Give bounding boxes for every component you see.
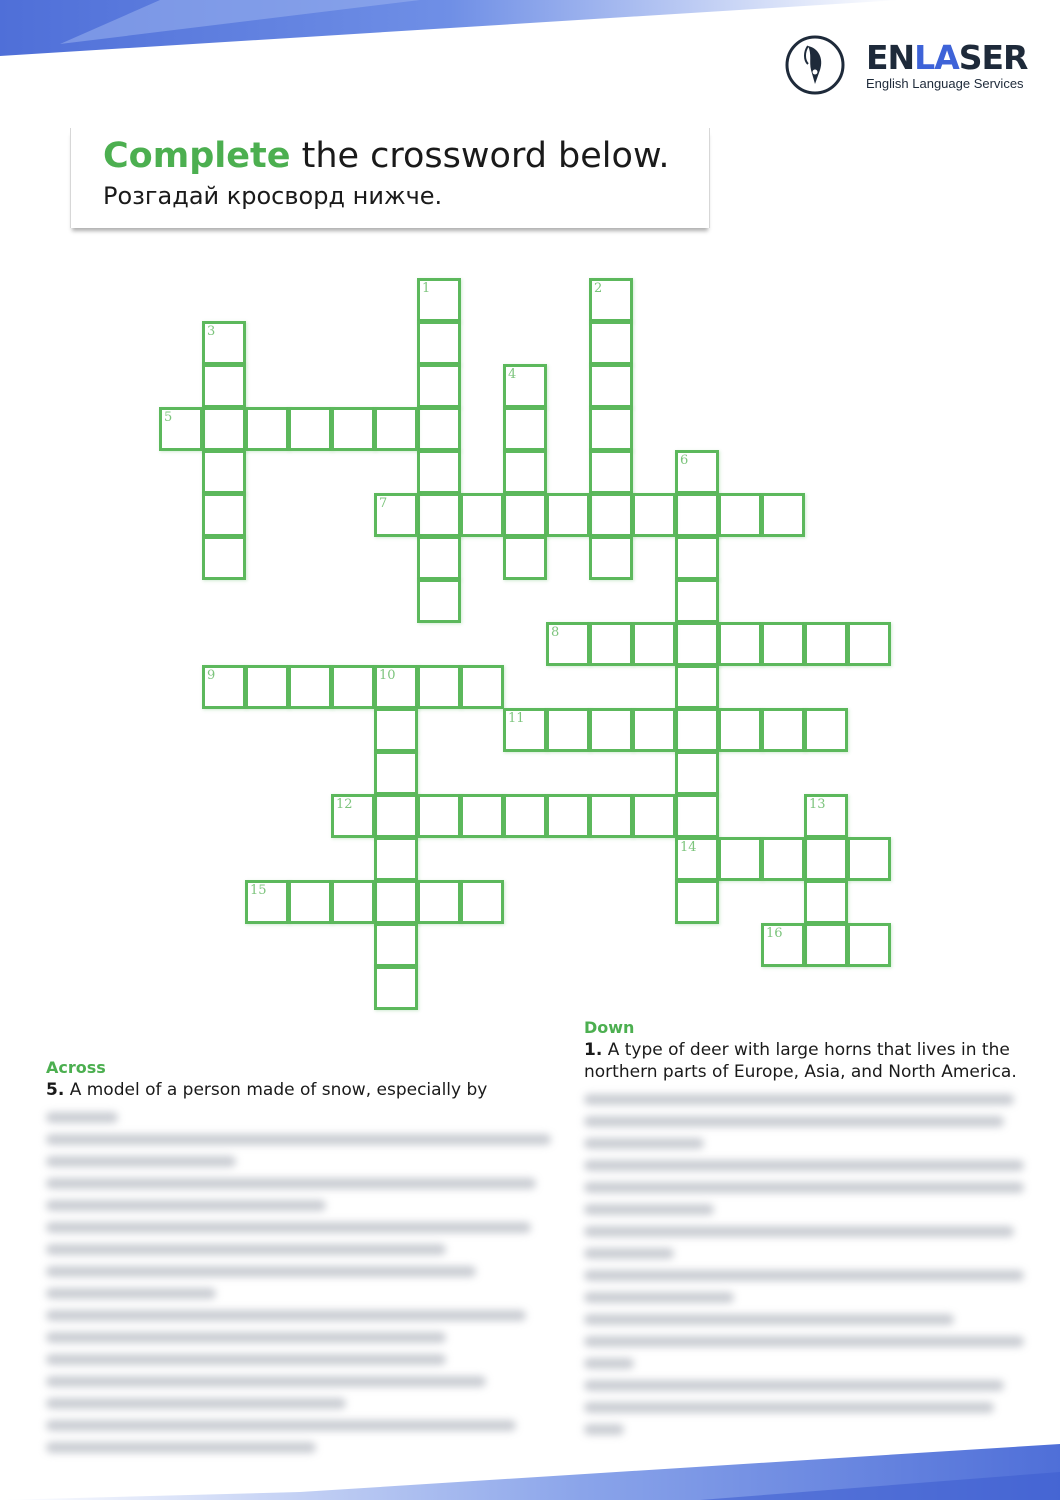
crossword-cell[interactable]: [847, 923, 891, 967]
crossword-cell[interactable]: [847, 622, 891, 666]
crossword-cell[interactable]: [675, 880, 719, 924]
crossword-cell[interactable]: [589, 794, 633, 838]
clue-number: 9: [207, 668, 216, 683]
crossword-cell[interactable]: [589, 493, 633, 537]
crossword-cell[interactable]: [374, 837, 418, 881]
crossword-cell[interactable]: [804, 794, 848, 838]
crossword-cell[interactable]: [718, 708, 762, 752]
crossword-cell[interactable]: [804, 622, 848, 666]
clue-number: 10: [379, 668, 396, 683]
crossword-cell[interactable]: [589, 536, 633, 580]
crossword-cell[interactable]: [546, 708, 590, 752]
crossword-cell[interactable]: [589, 450, 633, 494]
crossword-cell[interactable]: [374, 880, 418, 924]
crossword-cell[interactable]: [374, 923, 418, 967]
crossword-cell[interactable]: [589, 708, 633, 752]
crossword-cell[interactable]: [804, 708, 848, 752]
clue-number: 15: [250, 883, 267, 898]
clue-number: 7: [379, 496, 388, 511]
crossword-cell[interactable]: [589, 364, 633, 408]
crossword-cell[interactable]: [546, 493, 590, 537]
crossword-cell[interactable]: [202, 364, 246, 408]
crossword-cell[interactable]: [202, 321, 246, 365]
crossword-cell[interactable]: [503, 364, 547, 408]
crossword-cell[interactable]: [417, 536, 461, 580]
crossword-cell[interactable]: [546, 622, 590, 666]
crossword-cell[interactable]: [546, 794, 590, 838]
crossword-cell[interactable]: [374, 493, 418, 537]
crossword-cell[interactable]: [159, 407, 203, 451]
crossword-cell[interactable]: [331, 794, 375, 838]
crossword-cell[interactable]: [632, 493, 676, 537]
crossword-cell[interactable]: [503, 794, 547, 838]
crossword-cell[interactable]: [245, 407, 289, 451]
crossword-cell[interactable]: [675, 579, 719, 623]
crossword-cell[interactable]: [374, 794, 418, 838]
crossword-cell[interactable]: [503, 536, 547, 580]
crossword-cell[interactable]: [761, 708, 805, 752]
crossword-cell[interactable]: [503, 407, 547, 451]
clue-number: 16: [766, 926, 783, 941]
page-subtitle: Розгадай кросворд нижче.: [103, 182, 443, 210]
crossword-cell[interactable]: [288, 880, 332, 924]
crossword-cell[interactable]: [417, 407, 461, 451]
clue-number: 14: [680, 840, 697, 855]
crossword-cell[interactable]: [202, 536, 246, 580]
crossword-cell[interactable]: [675, 708, 719, 752]
crossword-cell[interactable]: [632, 794, 676, 838]
crossword-cell[interactable]: [417, 364, 461, 408]
crossword-cell[interactable]: [417, 794, 461, 838]
crossword-cell[interactable]: [761, 923, 805, 967]
clue-across-5: 5. A model of a person made of snow, especially by: [46, 1080, 488, 1100]
crossword-cell[interactable]: [675, 493, 719, 537]
crossword-cell[interactable]: [460, 880, 504, 924]
crossword-cell[interactable]: [202, 493, 246, 537]
crossword-cell[interactable]: [460, 665, 504, 709]
clue-number: 3: [207, 324, 216, 339]
crossword-cell[interactable]: [374, 665, 418, 709]
crossword-cell[interactable]: [374, 407, 418, 451]
title-highlight: Complete: [103, 136, 291, 176]
crossword-cell[interactable]: [417, 321, 461, 365]
crossword-cell[interactable]: [417, 493, 461, 537]
clue-number: 1: [422, 281, 431, 296]
crossword-cell[interactable]: [374, 751, 418, 795]
brand-name: ENLASER: [866, 38, 1028, 77]
crossword-cell[interactable]: [503, 708, 547, 752]
crossword-cell[interactable]: [202, 450, 246, 494]
clue-number: 13: [809, 797, 826, 812]
crossword-cell[interactable]: [718, 837, 762, 881]
clue-number: 4: [508, 367, 517, 382]
crossword-cell[interactable]: [417, 450, 461, 494]
crossword-cell[interactable]: [804, 923, 848, 967]
crossword-cell[interactable]: [245, 665, 289, 709]
across-heading: Across: [46, 1058, 106, 1077]
crossword-cell[interactable]: [288, 407, 332, 451]
hidden-across-clues: [46, 1112, 566, 1453]
crossword-cell[interactable]: [589, 321, 633, 365]
crossword-cell[interactable]: [761, 622, 805, 666]
crossword-cell[interactable]: [589, 278, 633, 322]
clue-number: 2: [594, 281, 603, 296]
crossword-cell[interactable]: [804, 837, 848, 881]
across-clues: [46, 1058, 566, 1464]
clue-number: 8: [551, 625, 560, 640]
crossword-cell[interactable]: [331, 407, 375, 451]
brand-tagline: English Language Services: [866, 76, 1024, 91]
crossword-cell[interactable]: [847, 837, 891, 881]
crossword-cell[interactable]: [804, 880, 848, 924]
crossword-cell[interactable]: [718, 622, 762, 666]
crossword-cell[interactable]: [288, 665, 332, 709]
clue-number: 5: [164, 410, 173, 425]
crossword-cell[interactable]: [460, 493, 504, 537]
crossword-cell[interactable]: [632, 708, 676, 752]
crossword-cell[interactable]: [331, 880, 375, 924]
crossword-cell[interactable]: [417, 665, 461, 709]
footer-decoration: [0, 1420, 1060, 1500]
crossword-cell[interactable]: [718, 493, 762, 537]
crossword-cell[interactable]: [202, 665, 246, 709]
crossword-cell[interactable]: [675, 837, 719, 881]
crossword-cell[interactable]: [675, 536, 719, 580]
clue-number: 11: [508, 711, 525, 726]
title-rest: the crossword below.: [290, 136, 670, 176]
crossword-cell[interactable]: [417, 278, 461, 322]
crossword-cell[interactable]: [675, 622, 719, 666]
crossword-cell[interactable]: [245, 880, 289, 924]
hidden-down-clues: [584, 1094, 1034, 1435]
down-clues: [584, 1018, 1034, 1446]
crossword-cell[interactable]: [374, 708, 418, 752]
clue-number: 6: [680, 453, 689, 468]
crossword-cell[interactable]: [503, 493, 547, 537]
crossword-cell[interactable]: [331, 665, 375, 709]
crossword-cell[interactable]: [675, 665, 719, 709]
clue-number: 12: [336, 797, 353, 812]
clue-down-1: 1. A type of deer with large horns that lives in the northern parts of Europe, Asia, and North America.: [584, 1040, 1017, 1082]
crossword-cell[interactable]: [417, 880, 461, 924]
crossword-cell[interactable]: [374, 966, 418, 1010]
crossword-cell[interactable]: [675, 751, 719, 795]
crossword-cell[interactable]: [761, 837, 805, 881]
crossword-cell[interactable]: [675, 450, 719, 494]
crossword-cell[interactable]: [503, 450, 547, 494]
crossword-cell[interactable]: [202, 407, 246, 451]
down-heading: Down: [584, 1018, 635, 1037]
crossword-cell[interactable]: [589, 407, 633, 451]
crossword-cell[interactable]: [460, 794, 504, 838]
crossword-cell[interactable]: [417, 579, 461, 623]
crossword-cell[interactable]: [761, 493, 805, 537]
crossword-cell[interactable]: [632, 622, 676, 666]
crossword-cell[interactable]: [675, 794, 719, 838]
crossword-cell[interactable]: [589, 622, 633, 666]
